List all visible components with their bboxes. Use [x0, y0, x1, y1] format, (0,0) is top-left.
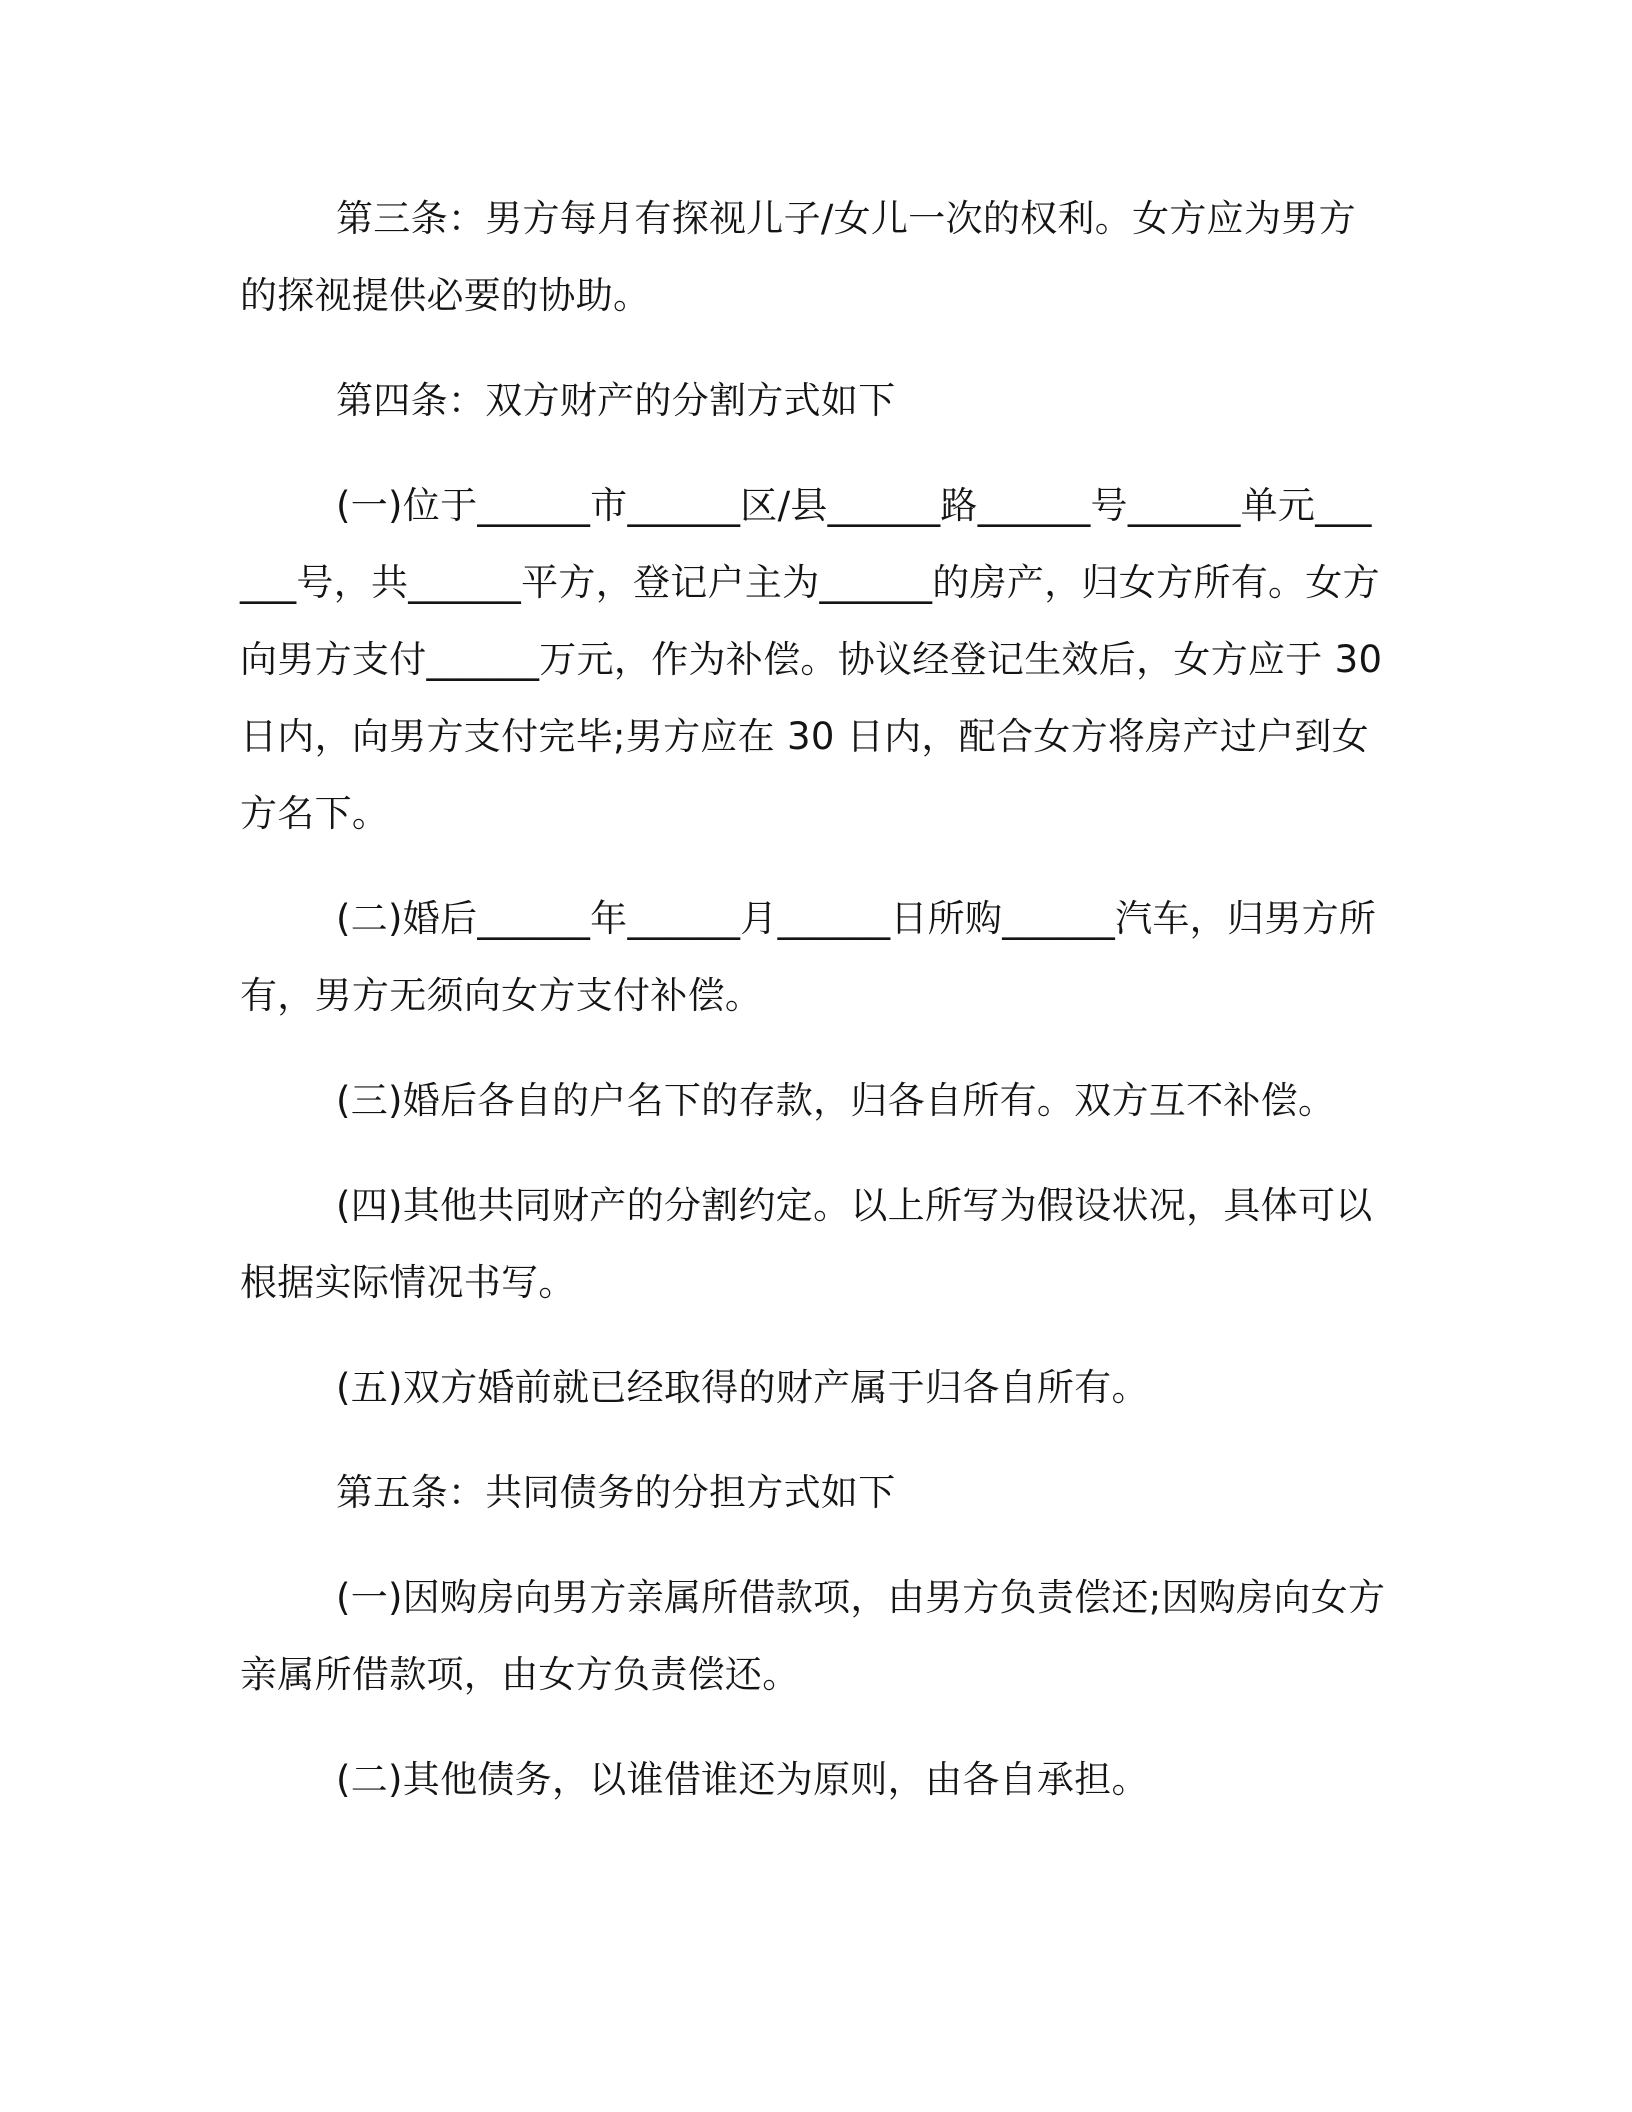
paragraph-article-4: 第四条：双方财产的分割方式如下	[336, 379, 896, 422]
paragraph-article-4-item-5: (五)双方婚前就已经取得的财产属于归各自所有。	[336, 1366, 1149, 1409]
paragraph-article-4-item-2: (二)婚后______年______月______日所购______汽车，归男方所有，男方无须向女方支付补偿。	[240, 897, 1377, 1017]
paragraph-article-4-item-1: (一)位于______市______区/县______路______号______单元______号，共______平方，登记户主为______的房产，归女方所有。女方向男方支付______万元，作为补偿。协议经登记生效后，女方应于 30 日内，向男方支付完毕;男方应在 30 日内，配合女方将房产过户到女方名下。	[240, 484, 1395, 835]
document-body	[240, 180, 1395, 1846]
paragraph-article-3: 第三条：男方每月有探视儿子/女儿一次的权利。女方应为男方的探视提供必要的协助。	[240, 197, 1356, 317]
paragraph-article-5-item-2: (二)其他债务，以谁借谁还为原则，由各自承担。	[336, 1758, 1149, 1801]
paragraph-article-4-item-4: (四)其他共同财产的分割约定。以上所写为假设状况，具体可以根据实际情况书写。	[240, 1184, 1373, 1304]
paragraph-article-5-item-1: (一)因购房向男方亲属所借款项，由男方负责偿还;因购房向女方亲属所借款项，由女方负责偿还。	[240, 1576, 1386, 1696]
paragraph-article-5: 第五条：共同债务的分担方式如下	[336, 1471, 896, 1514]
paragraph-article-4-item-3: (三)婚后各自的户名下的存款，归各自所有。双方互不补偿。	[336, 1079, 1336, 1122]
